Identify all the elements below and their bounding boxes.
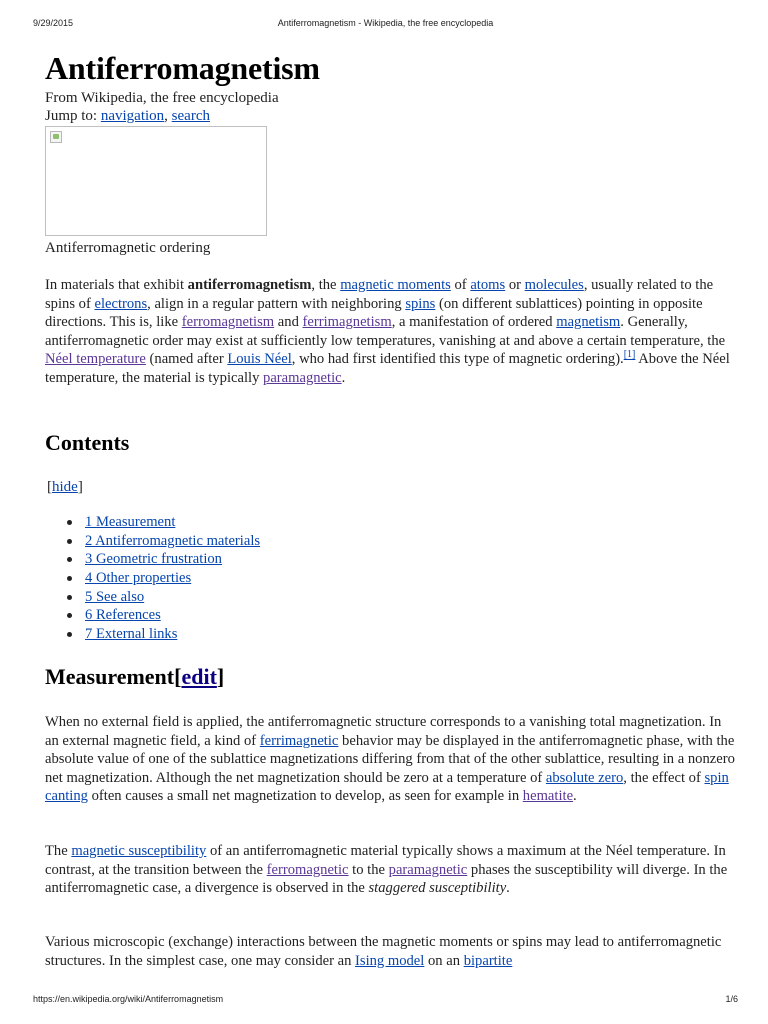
toc-item [45, 513, 260, 532]
bracket: ] [216, 664, 225, 689]
image-caption: Antiferromagnetic ordering [45, 240, 211, 256]
link-ferrimagnetism[interactable]: ferrimagnetism [302, 314, 392, 331]
toc-hide-toggle [47, 479, 83, 496]
link-atoms[interactable]: atoms [470, 277, 506, 293]
text-run: , who had first identified this type of magnetic ordering). [291, 351, 624, 368]
text-run: . Generally, antiferromagnetic order may exist at sufficiently low temperatures, vanishing at and above a certain temperature, the [45, 314, 726, 349]
link-ferrimagnetic[interactable]: ferrimagnetic [259, 732, 339, 749]
text-run: or [505, 277, 525, 293]
text-run: and [274, 314, 303, 331]
toc-item [45, 550, 260, 569]
bracket: [ [174, 664, 182, 689]
text-run: . [506, 880, 510, 897]
measurement-paragraph-2 [45, 842, 735, 898]
toc-item [45, 588, 260, 607]
bold-term: antiferromagnetism [187, 277, 312, 293]
text-run: , align in a regular pattern with neighboring [147, 295, 406, 312]
print-page-number: 1/6 [725, 994, 738, 1004]
link-ferromagnetic[interactable]: ferromagnetic [266, 861, 349, 878]
text-run: , usually related to the spins of [45, 277, 714, 312]
text-run: In materials that exhibit [45, 277, 188, 293]
toc-link-measurement[interactable]: 1 Measurement [85, 514, 176, 530]
text-run: The [45, 843, 72, 859]
text-run: (on different sublattices) pointing in opposite directions. This is, like [45, 295, 703, 331]
bullet-icon [67, 576, 72, 581]
section-title: Measurement [45, 664, 175, 689]
reference-1[interactable]: [1] [623, 349, 636, 361]
text-run: behavior may be displayed in the antiferromagnetic phase, with the absolute value of one of the sublattice magnetizations differing from that of the other sublattice, resulting in a nonzero net magnetization. Although the net magnetization should be zero at a temperature of [45, 732, 735, 786]
bracket: ] [77, 479, 83, 495]
bracket: [ [47, 479, 52, 495]
measurement-heading [45, 664, 224, 690]
page-title: Antiferromagnetism [45, 50, 320, 86]
bullet-icon [67, 539, 72, 544]
link-electrons[interactable]: electrons [94, 295, 148, 312]
broken-image-icon [50, 131, 62, 143]
toc-link-antiferromagnetic-materials[interactable]: 2 Antiferromagnetic materials [85, 532, 261, 549]
link-hematite[interactable]: hematite [522, 788, 574, 805]
site-tagline: From Wikipedia, the free encyclopedia [45, 90, 279, 106]
text-run: of [450, 277, 471, 293]
text-run: (named after [145, 351, 228, 368]
toc-link-geometric-frustration[interactable]: 3 Geometric frustration [85, 551, 222, 568]
link-magnetic-susceptibility[interactable]: magnetic susceptibility [71, 843, 207, 859]
print-date: 9/29/2015 [33, 18, 74, 28]
text-run: Various microscopic (exchange) interactions between the magnetic moments or spins may lead to antiferromagnetic structures. In the simplest case, one may consider an [45, 934, 722, 969]
italic-term: staggered susceptibility [368, 880, 507, 897]
measurement-paragraph-1 [45, 713, 735, 806]
link-spins[interactable]: spins [405, 295, 436, 312]
bullet-icon [67, 595, 72, 600]
text-run: often causes a small net magnetization to develop, as seen for example in [87, 788, 523, 805]
link-magnetic-moments[interactable]: magnetic moments [340, 277, 451, 293]
contents-heading: Contents [45, 430, 130, 455]
jump-to [45, 108, 210, 125]
text-run: Above the Néel temperature, the material is typically [45, 351, 730, 386]
link-bipartite[interactable]: bipartite [463, 952, 513, 969]
link-paramagnetic[interactable]: paramagnetic [263, 369, 342, 386]
toc-link-other-properties[interactable]: 4 Other properties [85, 570, 192, 587]
link-neel-temperature[interactable]: Néel temperature [45, 351, 146, 368]
print-header [33, 18, 738, 30]
bullet-icon [67, 613, 72, 618]
toc-link-references[interactable]: 6 References [85, 607, 161, 624]
text-run: phases the susceptibility will diverge. In the antiferromagnetic case, a divergence is observed in the [45, 861, 728, 897]
toc-item [45, 569, 260, 588]
intro-paragraph [45, 276, 735, 388]
jump-to-label: Jump to: [45, 108, 101, 124]
toc-link-see-also[interactable]: 5 See also [85, 588, 145, 605]
bullet-icon [67, 557, 72, 562]
link-spin-canting[interactable]: spin canting [45, 769, 729, 805]
link-louis-neel[interactable]: Louis Néel [227, 351, 292, 368]
search-link[interactable]: search [171, 108, 210, 124]
link-ferromagnetism[interactable]: ferromagnetism [181, 314, 275, 331]
link-magnetism[interactable]: magnetism [556, 314, 621, 331]
text-run: , the [311, 277, 341, 293]
text-run: When no external field is applied, the antiferromagnetic structure corresponds to a vanishing total magnetization. In an external magnetic field, a kind of [45, 714, 722, 749]
text-run: to the [348, 861, 389, 878]
bullet-icon [67, 632, 72, 637]
measurement-paragraph-3 [45, 933, 735, 970]
text-run: , the effect of [623, 769, 705, 786]
print-url: https://en.wikipedia.org/wiki/Antiferromagnetism [33, 994, 224, 1004]
toc-item [45, 625, 260, 644]
jump-to-separator: , [164, 108, 172, 124]
text-run: on an [424, 952, 464, 969]
hide-link[interactable]: hide [52, 479, 78, 495]
navigation-link[interactable]: navigation [100, 108, 165, 124]
table-of-contents [45, 513, 260, 644]
text-run: , a manifestation of ordered [391, 314, 557, 331]
link-absolute-zero[interactable]: absolute zero [545, 769, 624, 786]
edit-section-link[interactable]: edit [181, 664, 217, 689]
link-paramagnetic-2[interactable]: paramagnetic [388, 861, 468, 878]
text-run: . [573, 788, 577, 805]
link-ising-model[interactable]: Ising model [355, 952, 425, 969]
print-footer [33, 994, 738, 1006]
toc-link-external-links[interactable]: 7 External links [85, 626, 178, 643]
article-image[interactable] [45, 126, 267, 236]
bullet-icon [67, 520, 72, 525]
text-run: of an antiferromagnetic material typically shows a maximum at the Néel temperature. In contrast, at the transition between the [45, 843, 726, 878]
print-page-title: Antiferromagnetism - Wikipedia, the free encyclopedia [277, 18, 494, 28]
link-molecules[interactable]: molecules [524, 277, 584, 293]
toc-item [45, 606, 260, 625]
text-run: . [341, 369, 346, 386]
toc-item [45, 532, 260, 551]
